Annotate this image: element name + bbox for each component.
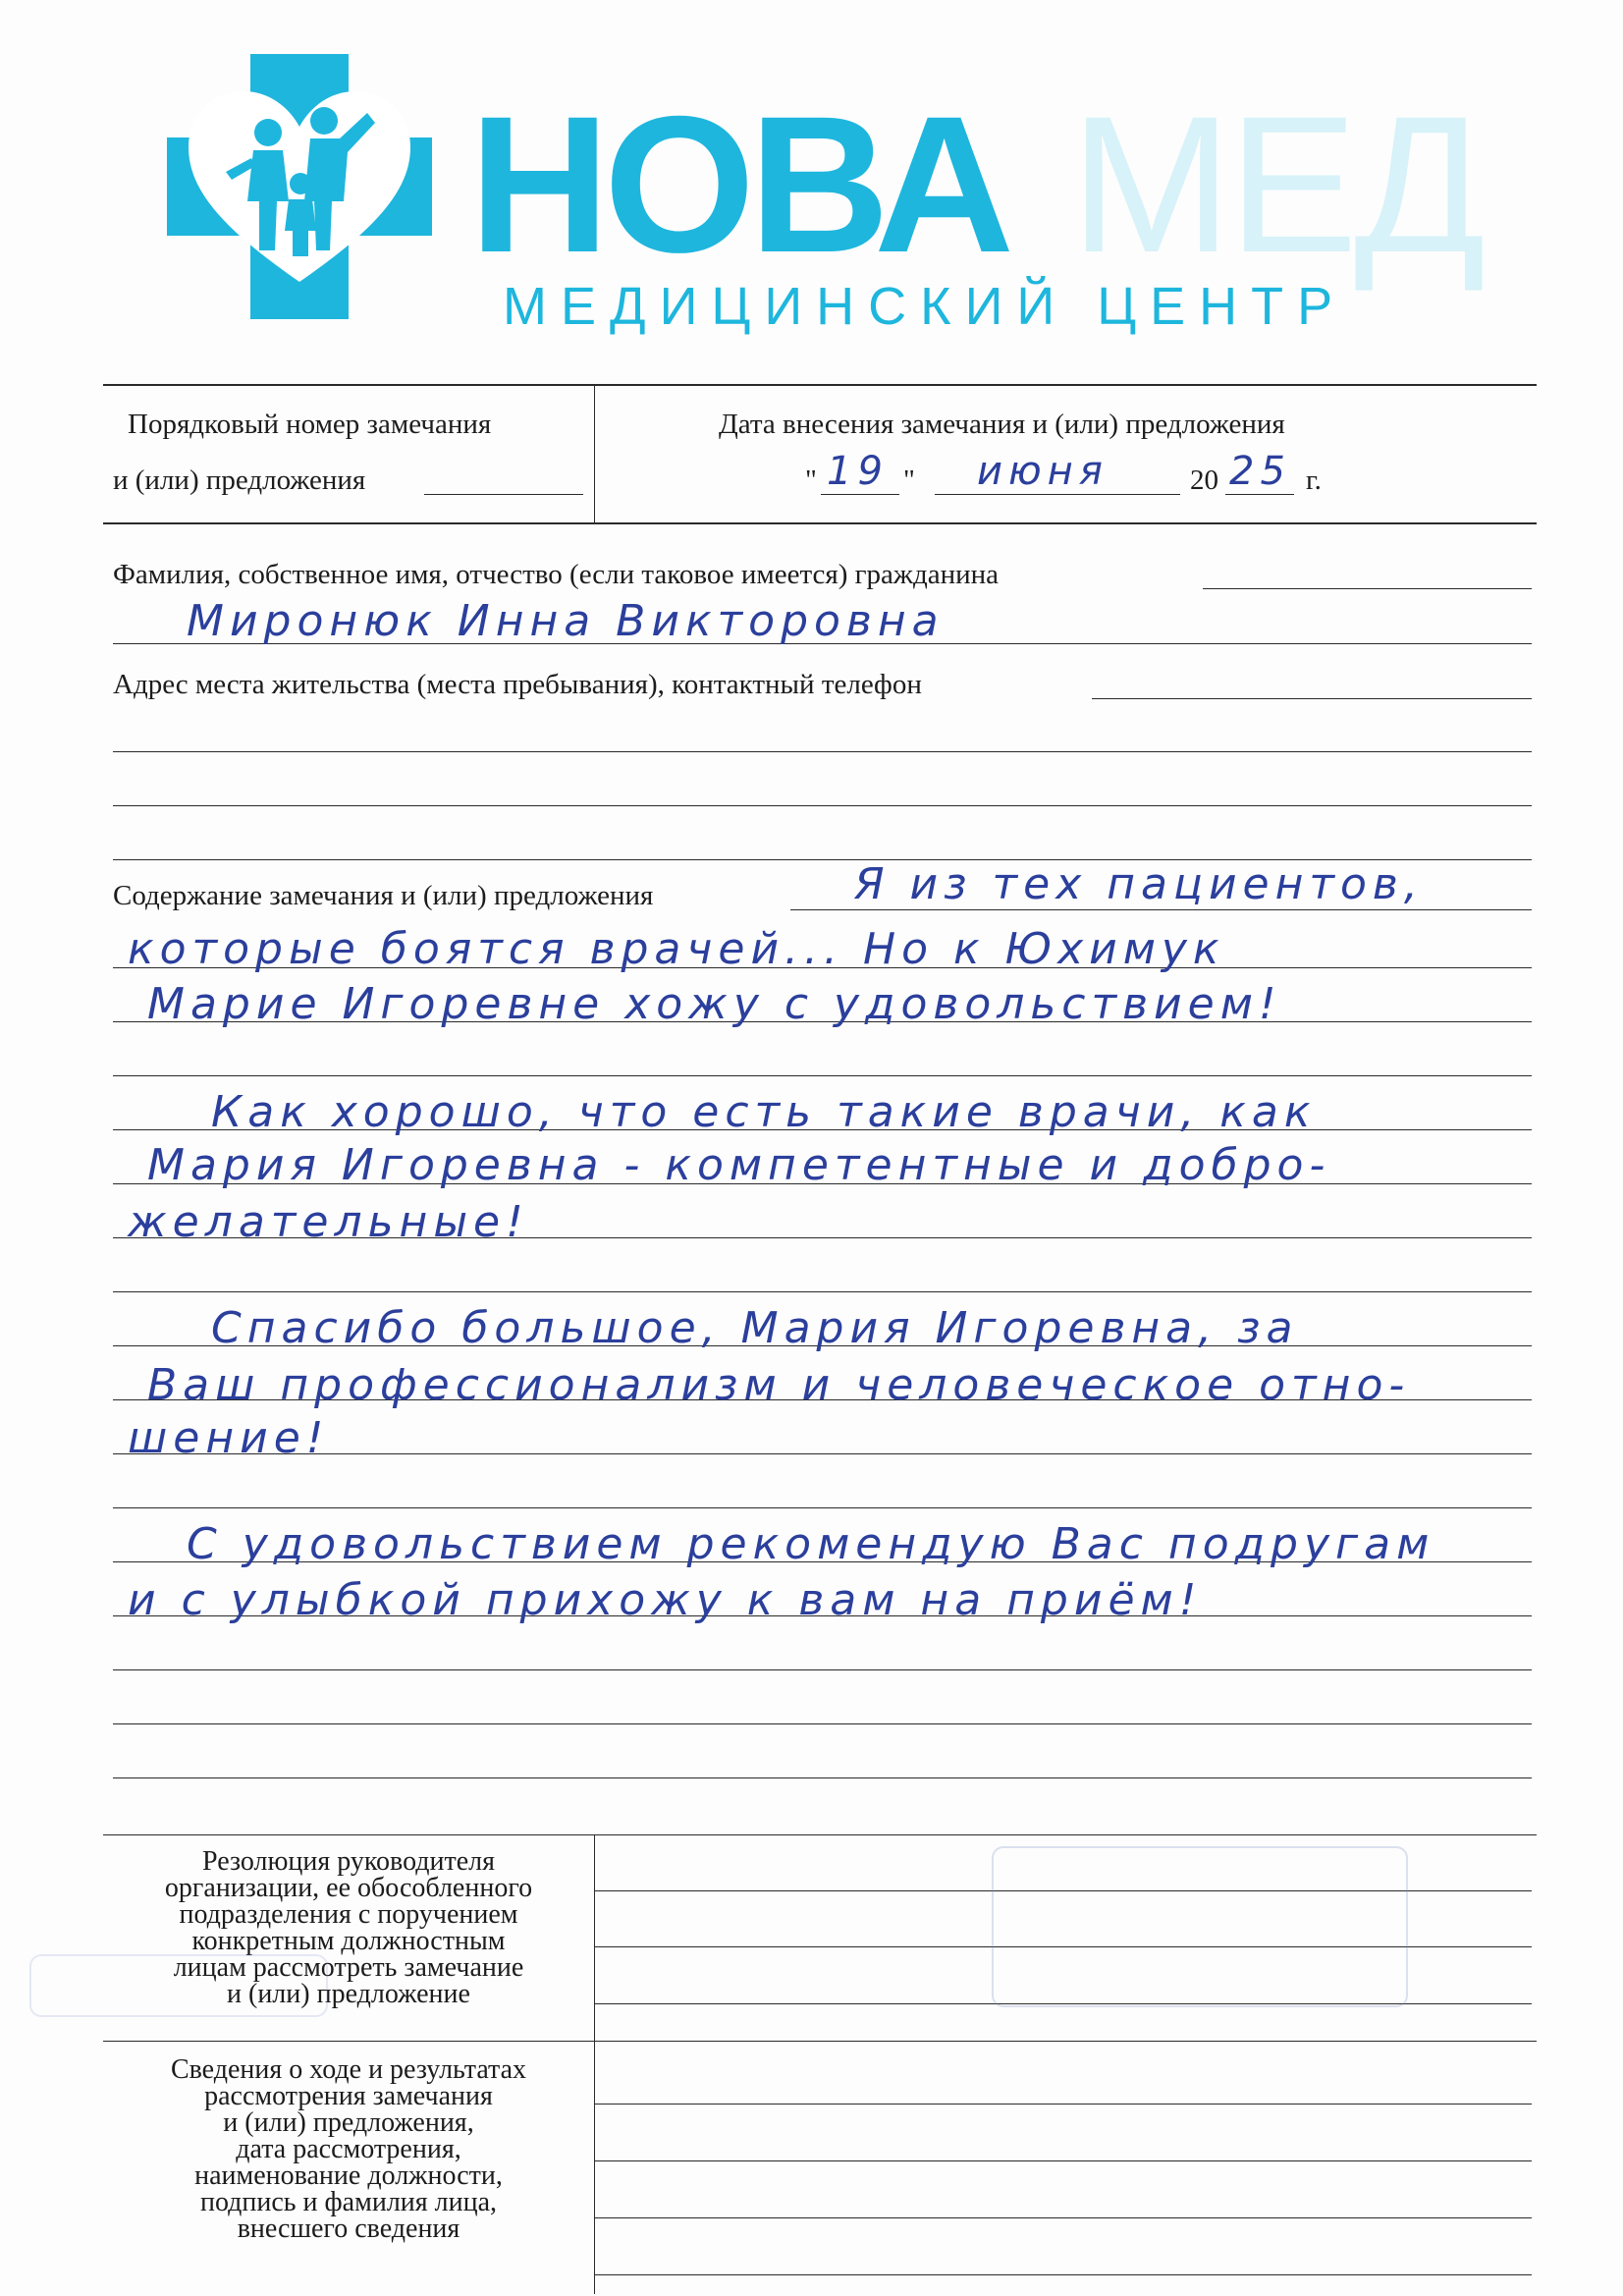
resolution-label-line: Резолюция руководителя [201,1846,496,1877]
address-field-c[interactable] [113,805,1532,806]
citizen-name-value: Миронюк Инна Викторовна [187,596,945,646]
resolution-label-line: и (или) предложение [227,1979,470,2009]
header-divider [594,384,595,523]
results-label-line: внесшего сведения [237,2214,460,2244]
handwritten-line: Спасибо большое, Мария Игоревна, за [211,1303,1299,1353]
serial-label-line2: и (или) предложения [113,465,366,496]
address-field-a[interactable] [1092,698,1532,699]
serial-number-field[interactable] [424,494,583,495]
address-label: Адрес места жительства (места пребывания), контактный телефон [113,669,922,700]
heart-cross-logo-icon [167,54,432,319]
results-label [108,2056,589,2242]
date-month-value: июня [977,449,1109,494]
faded-stamp [992,1846,1408,2007]
serial-label-line1: Порядковый номер замечания [128,409,492,440]
results-label-line: наименование должности, [194,2160,503,2191]
content-line-11[interactable] [113,1507,1532,1508]
resolution-top-rule [103,1834,1537,1835]
handwritten-line: которые боятся врачей... Но к Юхимук [128,924,1225,974]
content-line-15[interactable] [113,1723,1532,1724]
citizen-name-label: Фамилия, собственное имя, отчество (если таковое имеется) гражданина [113,559,1000,590]
resolution-label-line: подразделения с поручением [179,1899,518,1930]
date-year-prefix: 20 [1190,465,1218,496]
lower-divider [594,1834,595,2294]
results-label-line: рассмотрения замечания [204,2081,493,2111]
header-bottom-rule [103,522,1537,524]
date-year-end: г. [1306,465,1322,496]
date-label: Дата внесения замечания и (или) предложения [719,409,1285,440]
brand-subtitle: МЕДИЦИНСКИЙ ЦЕНТР [503,277,1347,336]
results-top-rule [103,2041,1537,2042]
results-line-1[interactable] [594,2104,1532,2105]
results-label-line: и (или) предложения, [223,2107,474,2138]
handwritten-line: Я из тех пациентов, [854,859,1424,909]
citizen-name-field-a[interactable] [1203,588,1532,589]
content-line-0[interactable] [790,909,1532,910]
header-top-rule [103,384,1537,386]
handwritten-line: желательные! [128,1197,529,1247]
date-year-value: 25 [1229,449,1291,494]
results-line-4[interactable] [594,2274,1532,2275]
content-line-16[interactable] [113,1777,1532,1778]
resolution-label-line: конкретным должностным [191,1926,506,1956]
results-line-3[interactable] [594,2217,1532,2218]
results-label-line: дата рассмотрения, [236,2134,461,2164]
results-line-2[interactable] [594,2160,1532,2161]
handwritten-line: Марие Игоревне хожу с удовольствием! [147,979,1282,1029]
handwritten-line: и с улыбкой прихожу к вам на приём! [128,1575,1203,1625]
date-day-value: 19 [827,449,889,494]
content-line-3[interactable] [113,1075,1532,1076]
results-label-line: Сведения о ходе и результатах [170,2054,527,2085]
handwritten-line: Ваш профессионализм и человеческое отно- [147,1360,1411,1410]
resolution-label-line: организации, ее обособленного [164,1873,533,1903]
results-label-line: подпись и фамилия лица, [199,2187,498,2217]
date-quote-open: " [805,465,817,496]
brand-name-primary: НОВА [469,76,1009,293]
handwritten-line: Мария Игоревна - компетентные и добро- [147,1140,1331,1190]
brand-name-secondary: МЕД [1070,76,1483,293]
handwritten-line: шение! [128,1413,330,1463]
address-field-b[interactable] [113,751,1532,752]
content-label: Содержание замечания и (или) предложения [113,880,654,911]
content-line-14[interactable] [113,1669,1532,1670]
date-quote-close: " [903,465,915,496]
resolution-label-line: лицам рассмотреть замечание [173,1952,524,1983]
handwritten-line: Как хорошо, что есть такие врачи, как [211,1087,1317,1137]
content-line-7[interactable] [113,1291,1532,1292]
handwritten-line: С удовольствием рекомендую Вас подругам [187,1519,1435,1569]
faded-stamp [29,1954,328,2017]
